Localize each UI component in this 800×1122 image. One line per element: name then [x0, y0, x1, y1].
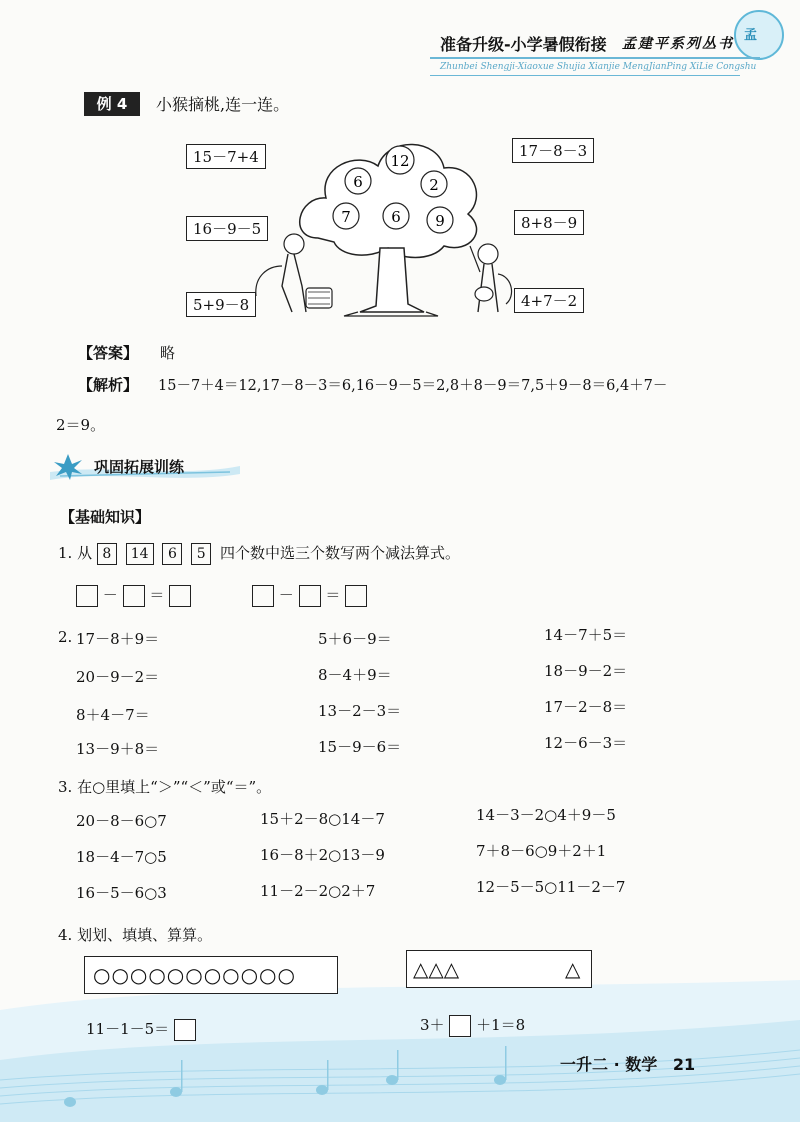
answer-box[interactable] — [449, 1015, 471, 1037]
header-divider-lower — [430, 75, 740, 76]
peach-number: 6 — [353, 173, 363, 191]
q1-number-box: 14 — [126, 543, 154, 565]
q1-suffix: 四个数中选三个数写两个减法算式。 — [220, 544, 461, 562]
q4-title: 4. 划划、填填、算算。 — [58, 926, 213, 944]
equals-sign: ＝ — [325, 586, 341, 604]
answer-box[interactable] — [345, 585, 367, 607]
q4-expr-right-text-a: 3＋ — [420, 1016, 445, 1034]
q1-answer-row-2 — [252, 584, 367, 607]
header-series: 孟建平系列丛书 — [622, 36, 734, 52]
header-title: 准备升级-小学暑假衔接 — [440, 35, 607, 54]
answer-label: 【答案】 — [78, 344, 139, 362]
expr-left-1: 15－7+4 — [186, 144, 266, 169]
peach-4 — [333, 203, 359, 229]
expr-right-1: 17－8－3 — [512, 138, 594, 163]
q4-expr-right — [420, 1014, 525, 1037]
peach-1 — [386, 146, 414, 174]
seal-logo: 孟 — [744, 28, 758, 43]
q4-expr-left — [86, 1018, 196, 1041]
q2-item: 15－9－6＝ — [318, 738, 402, 756]
answer-box[interactable] — [252, 585, 274, 607]
header-pinyin: Zhunbei Shengji-Xiaoxue Shujia Xianjie MengJianPing XiLie Congshu — [440, 62, 757, 72]
q2-item: 14－7＋5＝ — [544, 626, 628, 644]
q1-number-box: 8 — [97, 543, 117, 565]
peach-6 — [427, 207, 453, 233]
tree-illustration — [248, 126, 518, 322]
section-title: 巩固拓展训练 — [94, 458, 185, 476]
example-prompt: 小猴摘桃,连一连。 — [156, 95, 290, 114]
triangles-right: △ — [565, 957, 581, 981]
minus-sign: － — [102, 586, 118, 604]
q2-item: 12－6－3＝ — [544, 734, 628, 752]
circles-frame — [84, 956, 338, 994]
q3-title: 3. 在○里填上“＞”“＜”或“＝”。 — [58, 778, 272, 796]
q2-item: 13－2－3＝ — [318, 702, 402, 720]
q3-item: 16－8＋2○13－9 — [260, 846, 385, 864]
answer-text: 略 — [160, 344, 176, 362]
publisher-seal — [734, 10, 784, 60]
expr-left-2: 16－9－5 — [186, 216, 268, 241]
q4-expr-left-text: 11－1－5＝ — [86, 1020, 170, 1038]
peach-3 — [421, 171, 447, 197]
q3-item: 14－3－2○4＋9－5 — [476, 806, 616, 824]
question-1 — [58, 542, 460, 565]
expr-right-3: 4+7－2 — [514, 288, 584, 313]
q1-answer-row-1 — [76, 584, 191, 607]
answer-box[interactable] — [299, 585, 321, 607]
q1-prefix: 1. 从 — [58, 544, 93, 562]
q2-item: 8＋4－7＝ — [76, 706, 150, 724]
monkey-left-icon — [256, 234, 332, 312]
q2-item: 18－9－2＝ — [544, 662, 628, 680]
footer-wave-background — [0, 980, 800, 1122]
q3-item: 15＋2－8○14－7 — [260, 810, 385, 828]
q3-item: 18－4－7○5 — [76, 848, 167, 866]
triangles-frame — [406, 950, 592, 988]
peach-number: 6 — [391, 208, 401, 226]
answer-box[interactable] — [76, 585, 98, 607]
minus-sign: － — [278, 586, 294, 604]
equals-sign: ＝ — [149, 586, 165, 604]
peach-2 — [345, 168, 371, 194]
q2-number: 2. — [58, 628, 73, 646]
q1-number-box: 5 — [191, 543, 211, 565]
expr-left-3: 5+9－8 — [186, 292, 256, 317]
q1-number-box: 6 — [162, 543, 182, 565]
answer-box[interactable] — [174, 1019, 196, 1041]
peach-number: 2 — [429, 176, 439, 194]
circles-row: ○○○○○○○○○○○ — [93, 963, 296, 987]
q2-item: 13－9＋8＝ — [76, 740, 160, 758]
q2-item: 17－8＋9＝ — [76, 630, 160, 648]
q3-item: 12－5－5○11－2－7 — [476, 878, 626, 896]
peach-number: 9 — [435, 212, 445, 230]
peach-number: 7 — [341, 208, 351, 226]
q2-item: 20－9－2＝ — [76, 668, 160, 686]
q4-expr-right-text-b: ＋1＝8 — [476, 1016, 526, 1034]
analysis-label: 【解析】 — [78, 376, 139, 394]
q2-item: 17－2－8＝ — [544, 698, 628, 716]
q3-item: 16－5－6○3 — [76, 884, 167, 902]
subheading-basics: 【基础知识】 — [60, 508, 151, 526]
answer-box[interactable] — [169, 585, 191, 607]
analysis-line-2: 2＝9。 — [56, 416, 106, 434]
page-footer — [560, 1052, 695, 1075]
peach-number: 12 — [390, 152, 410, 170]
q2-item: 5＋6－9＝ — [318, 630, 392, 648]
header-divider — [430, 57, 760, 59]
answer-box[interactable] — [123, 585, 145, 607]
expr-right-2: 8+8－9 — [514, 210, 584, 235]
footer-label: 一升二 · 数学 — [560, 1055, 658, 1074]
q2-item: 8－4＋9＝ — [318, 666, 392, 684]
analysis-line-1: 15－7＋4＝12,17－8－3＝6,16－9－5＝2,8＋8－9＝7,5＋9－8＝6,4＋7－ — [158, 378, 668, 394]
peach-5 — [383, 203, 409, 229]
triangles-left: △△△ — [413, 957, 460, 981]
example-badge: 例 4 — [84, 92, 140, 116]
q3-item: 7＋8－6○9＋2＋1 — [476, 842, 607, 860]
page-number: 21 — [672, 1055, 696, 1074]
q3-item: 20－8－6○7 — [76, 812, 167, 830]
q3-item: 11－2－2○2＋7 — [260, 882, 376, 900]
monkey-right-icon — [470, 244, 512, 312]
